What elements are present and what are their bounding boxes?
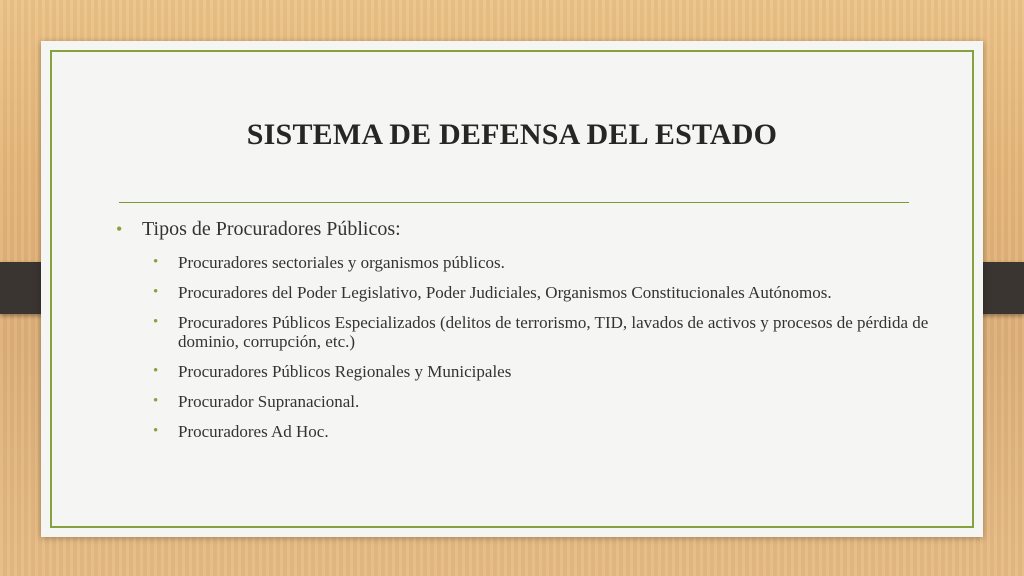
bullet-icon: • [153, 393, 159, 409]
list-item [153, 283, 935, 302]
bullet-icon: • [116, 219, 123, 239]
bullet-heading-item [115, 217, 935, 241]
list-item-text: Procuradores del Poder Legislativo, Poder Judiciales, Organismos Constitucionales Autónomos. [178, 283, 832, 302]
list-item-text: Procurador Supranacional. [178, 392, 360, 411]
list-item [153, 313, 935, 351]
title-divider [119, 202, 909, 203]
heading-item-text: Tipos de Procuradores Públicos: [142, 218, 401, 240]
list-item-text: Procuradores Públicos Regionales y Municipales [178, 362, 512, 381]
list-item [153, 253, 935, 272]
bullet-icon: • [153, 363, 159, 379]
slide-paper [41, 41, 983, 537]
list-item [153, 362, 935, 381]
list-item [153, 422, 935, 441]
bullet-icon: • [153, 254, 159, 270]
list-item-text: Procuradores Públicos Especializados (delitos de terrorismo, TID, lavados de activos y procesos de pérdida de dominio, corrupción, etc.) [178, 313, 929, 351]
bullet-icon: • [153, 314, 159, 330]
slide-title: SISTEMA DE DEFENSA DEL ESTADO [246, 118, 778, 151]
slide-content [115, 217, 935, 452]
list-item-text: Procuradores Ad Hoc. [178, 422, 329, 441]
bullet-icon: • [153, 423, 159, 439]
list-item-text: Procuradores sectoriales y organismos públicos. [178, 253, 505, 272]
bullet-icon: • [153, 284, 159, 300]
list-item [153, 392, 935, 411]
